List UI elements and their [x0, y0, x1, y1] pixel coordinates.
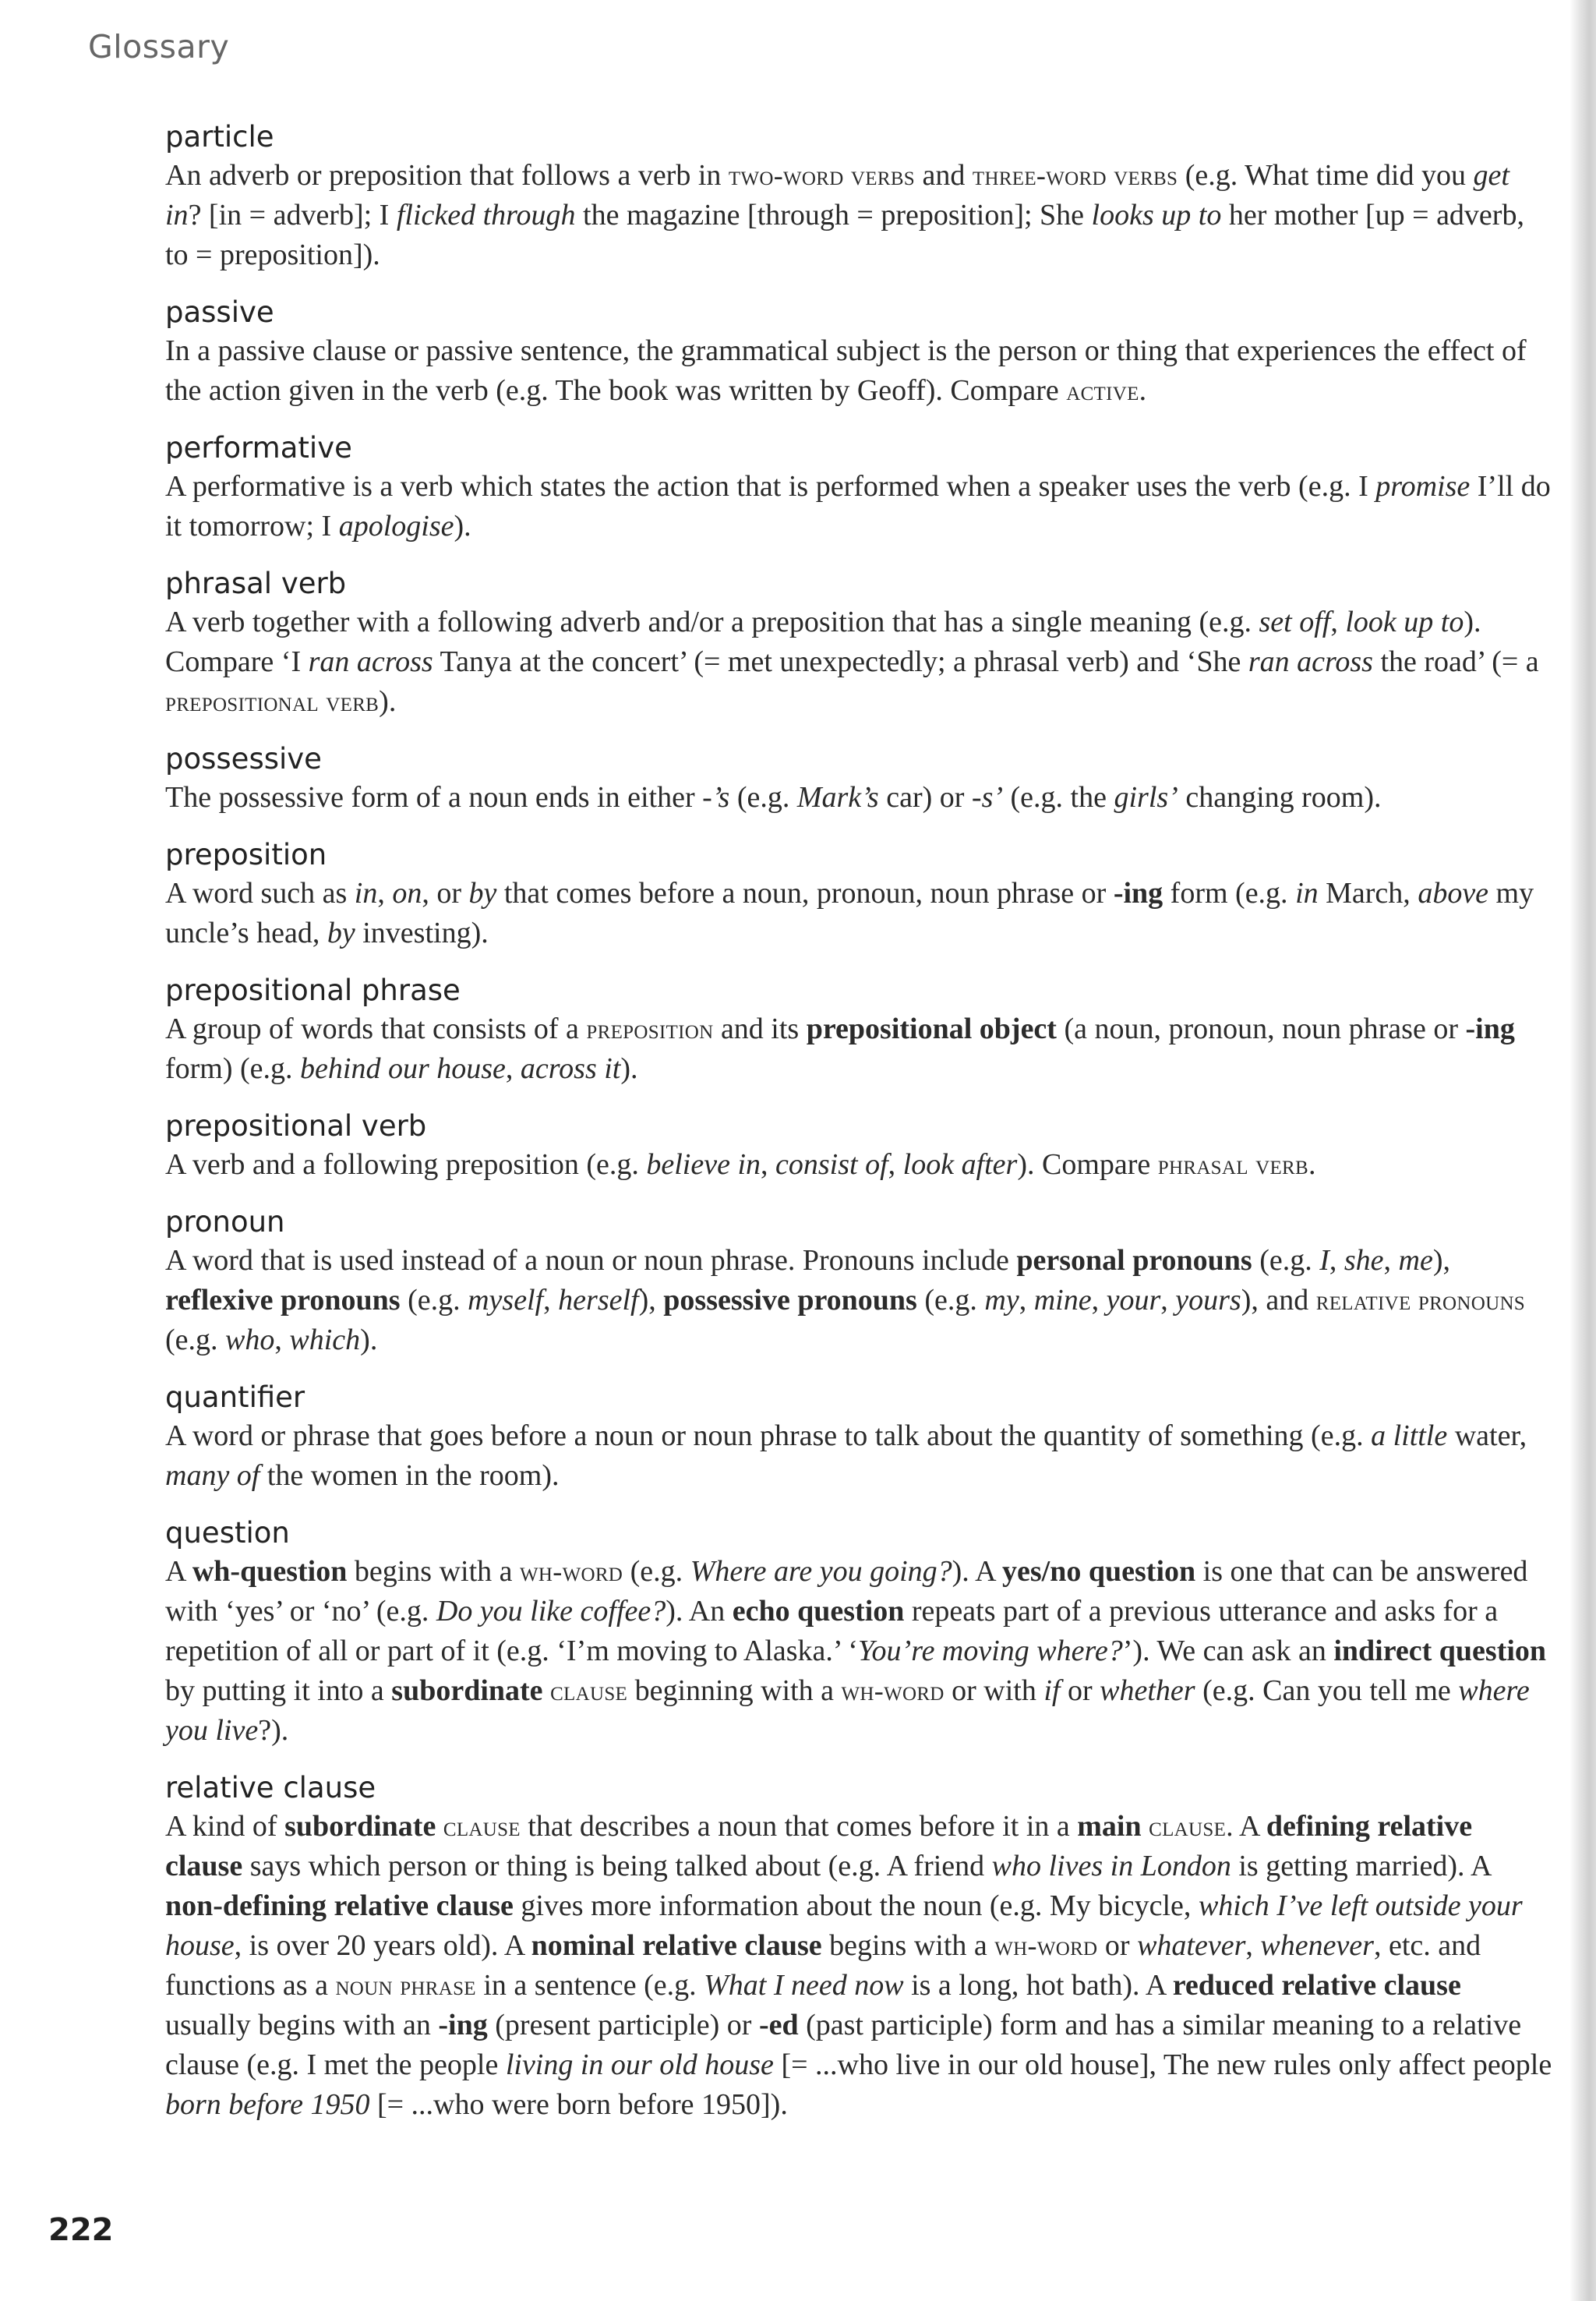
definition-text: form) (e.g.: [165, 1052, 301, 1085]
cross-reference: clause: [443, 1811, 521, 1842]
definition-text: and: [915, 159, 973, 192]
definition-text: form (e.g.: [1163, 877, 1296, 910]
definition-text: (a noun, pronoun, noun phrase or: [1056, 1013, 1466, 1045]
definition-text: A group of words that consists of a: [165, 1013, 587, 1045]
definition-text: ,: [1160, 1284, 1176, 1317]
definition-text: investing).: [355, 917, 489, 949]
definition-text: (past participle) form and has a similar meaning to a relative clause (e.g. I met the people: [165, 2009, 1522, 2081]
definition-text: A verb and a following preposition (e.g.: [165, 1148, 647, 1181]
definition-text: changing room).: [1178, 781, 1382, 814]
definition-text: , or: [422, 877, 469, 910]
definition-text: water,: [1447, 1419, 1527, 1452]
definition-text: (present participle) or: [487, 2009, 759, 2041]
glossary-entry: [165, 740, 1552, 818]
cross-reference: prepositional verb: [165, 686, 380, 717]
definition-text: .: [1139, 374, 1147, 407]
definition-text: ,: [1245, 1929, 1261, 1962]
definition-text: , is over 20 years old). A: [234, 1929, 531, 1962]
definition-text: ,: [1091, 1284, 1107, 1317]
definition-text: prepositional object: [806, 1013, 1057, 1045]
definition-text: ,: [377, 877, 393, 910]
definition-text: ).: [454, 510, 471, 543]
definition-text: [1142, 1810, 1149, 1843]
glossary-definition: [165, 156, 1552, 275]
definition-text: [= ...who live in our old house], The new rules only affect people: [773, 2048, 1552, 2081]
glossary-entry: [165, 118, 1552, 275]
definition-text: I’ll do it tomorrow; I: [165, 470, 1551, 543]
glossary-definition: [165, 1807, 1552, 2125]
definition-text: ,: [274, 1324, 290, 1356]
cross-reference: wh-word: [520, 1556, 623, 1587]
definition-text: , etc. and functions as a: [165, 1929, 1481, 2002]
page-number: 222: [48, 2212, 114, 2248]
definition-text: myself: [468, 1284, 544, 1317]
definition-text: (e.g.: [623, 1555, 690, 1588]
glossary-term: pronoun: [165, 1205, 285, 1239]
definition-text: possessive pronouns: [663, 1284, 917, 1317]
definition-text: ,: [1329, 1244, 1344, 1277]
cross-reference: wh-word: [994, 1930, 1098, 1961]
definition-text: above: [1418, 877, 1489, 910]
definition-text: I: [1319, 1244, 1329, 1277]
definition-text: by: [327, 917, 355, 949]
definition-text: get in: [165, 159, 1509, 232]
glossary-entry: [165, 565, 1552, 722]
definition-text: behind our house: [300, 1052, 506, 1085]
definition-text: by putting it into a: [165, 1674, 392, 1707]
definition-text: she: [1344, 1244, 1384, 1277]
glossary-term: relative clause: [165, 1771, 376, 1804]
definition-text: Tanya at the concert’ (= met unexpectedly; a phrasal verb) and ‘She: [433, 645, 1248, 678]
definition-text: A performative is a verb which states the action that is performed when a speaker uses the verb (e.g. I: [165, 470, 1376, 503]
cross-reference: relative pronouns: [1315, 1285, 1526, 1316]
glossary-definition: [165, 1241, 1552, 1360]
definition-text: ). An: [666, 1595, 733, 1628]
definition-text: ). Compare ‘I: [165, 606, 1481, 678]
definition-text: [543, 1674, 551, 1707]
definition-text: or: [1060, 1674, 1100, 1707]
definition-text: [= ...who were born before 1950]).: [369, 2088, 788, 2121]
definition-text: or with: [944, 1674, 1044, 1707]
cross-reference: clause: [1149, 1811, 1227, 1842]
definition-text: ).: [379, 685, 397, 718]
definition-text: ran across: [1248, 645, 1373, 678]
definition-text: non-defining relative clause: [165, 1889, 514, 1922]
definition-text: my: [984, 1284, 1019, 1317]
definition-text: whenever: [1260, 1929, 1374, 1962]
definition-text: (e.g. the: [1003, 781, 1114, 814]
cross-reference: noun phrase: [335, 1970, 476, 2001]
definition-text: (e.g.: [165, 1324, 226, 1356]
definition-text: apologise: [338, 510, 454, 543]
glossary-entry: [165, 1769, 1552, 2125]
glossary-entry: [165, 1204, 1552, 1360]
glossary-definition: [165, 467, 1552, 546]
definition-text: girls’: [1114, 781, 1178, 814]
definition-text: defining relative clause: [165, 1810, 1473, 1882]
definition-text: A verb together with a following adverb and/or a preposition that has a single meaning (e.g.: [165, 606, 1259, 638]
definition-text: ran across: [308, 645, 433, 678]
definition-text: where you live: [165, 1674, 1530, 1747]
glossary-definition: [165, 331, 1552, 411]
definition-text: ,: [1330, 606, 1346, 638]
definition-text: promise: [1375, 470, 1471, 503]
glossary-term: prepositional phrase: [165, 974, 461, 1007]
glossary-term: preposition: [165, 838, 327, 871]
definition-text: look up to: [1345, 606, 1464, 638]
definition-text: ’). We can ask an: [1122, 1635, 1334, 1667]
definition-text: says which person or thing is being talked about (e.g. A friend: [242, 1850, 992, 1882]
definition-text: begins with a: [347, 1555, 520, 1588]
definition-text: whether: [1100, 1674, 1195, 1707]
glossary-term: question: [165, 1516, 290, 1550]
definition-text: ), and: [1241, 1284, 1316, 1317]
definition-text: ),: [638, 1284, 664, 1317]
definition-text: gives more information about the noun (e.g. My bicycle,: [513, 1889, 1199, 1922]
definition-text: in: [1295, 877, 1319, 910]
definition-text: ,: [505, 1052, 521, 1085]
definition-text: living in our old house: [505, 2048, 774, 2081]
definition-text: ,: [1383, 1244, 1399, 1277]
glossary-entry: [165, 836, 1552, 953]
definition-text: believe in: [646, 1148, 761, 1181]
definition-text: set off: [1259, 606, 1331, 638]
definition-text: ).: [620, 1052, 638, 1085]
definition-text: reduced relative clause: [1172, 1969, 1461, 2002]
definition-text: (e.g.: [400, 1284, 468, 1317]
definition-text: is a long, hot bath). A: [903, 1969, 1173, 2002]
glossary-term: performative: [165, 431, 352, 465]
cross-reference: two-word verbs: [728, 160, 916, 191]
glossary-term: passive: [165, 295, 274, 329]
cross-reference: wh-word: [841, 1675, 945, 1706]
glossary-definition: [165, 778, 1552, 818]
definition-text: An adverb or preposition that follows a verb in: [165, 159, 729, 192]
glossary-definition: [165, 1009, 1552, 1089]
definition-text: Where are you going?: [690, 1555, 952, 1588]
glossary-definition: [165, 1552, 1552, 1751]
definition-text: personal pronouns: [1016, 1244, 1252, 1277]
definition-text: (e.g.: [1252, 1244, 1320, 1277]
definition-text: in: [354, 877, 378, 910]
definition-text: yes/no question: [1002, 1555, 1196, 1588]
definition-text: who: [225, 1324, 275, 1356]
glossary-definition: [165, 1416, 1552, 1496]
definition-text: which I’ve left outside your house: [165, 1889, 1523, 1962]
definition-text: (e.g.: [916, 1284, 985, 1317]
definition-text: yours: [1175, 1284, 1241, 1317]
glossary-entry: [165, 1108, 1552, 1185]
definition-text: her mother [up = adverb, to = preposition]).: [165, 199, 1524, 271]
definition-text: A word such as: [165, 877, 355, 910]
page-edge-shadow: [1570, 0, 1596, 2301]
definition-text: (e.g. Can you tell me: [1195, 1674, 1459, 1707]
definition-text: In a passive clause or passive sentence, the grammatical subject is the person or thing that experiences the effect of the action given in the verb (e.g. The book was written by Geoff). Compare: [165, 334, 1527, 407]
definition-text: You’re moving where?: [857, 1635, 1123, 1667]
definition-text: look after: [902, 1148, 1018, 1181]
definition-text: -ed: [758, 2009, 799, 2041]
definition-text: if: [1043, 1674, 1061, 1707]
definition-text: (e.g.: [729, 781, 797, 814]
definition-text: ,: [761, 1148, 776, 1181]
definition-text: is one that can be answered with ‘yes’ or ‘no’ (e.g.: [165, 1555, 1528, 1628]
definition-text: (e.g. What time did you: [1178, 159, 1474, 192]
definition-text: which: [289, 1324, 361, 1356]
definition-text: beginning with a: [627, 1674, 842, 1707]
definition-text: by: [468, 877, 497, 910]
definition-text: my uncle’s head,: [165, 877, 1534, 949]
definition-text: subordinate: [284, 1810, 436, 1843]
definition-text: and its: [713, 1013, 807, 1045]
definition-text: .: [1308, 1148, 1316, 1181]
definition-text: A word that is used instead of a noun or noun phrase. Pronouns include: [165, 1244, 1017, 1277]
definition-text: echo question: [732, 1595, 905, 1628]
definition-text: ).: [360, 1324, 378, 1356]
glossary-term: quantifier: [165, 1380, 305, 1414]
definition-text: A word or phrase that goes before a noun or noun phrase to talk about the quantity of something (e.g.: [165, 1419, 1372, 1452]
definition-text: the magazine [through = preposition]; She: [575, 199, 1092, 232]
definition-text: Do you like coffee?: [436, 1595, 666, 1628]
cross-reference: phrasal verb: [1157, 1149, 1309, 1180]
definition-text: . A: [1226, 1810, 1266, 1843]
definition-text: reflexive pronouns: [165, 1284, 401, 1317]
glossary-entry: [165, 972, 1552, 1089]
glossary-entry: [165, 1379, 1552, 1496]
definition-text: wh-question: [192, 1555, 348, 1588]
definition-text: ). A: [952, 1555, 1003, 1588]
definition-text: usually begins with an: [165, 2009, 439, 2041]
definition-text: is getting married). A: [1231, 1850, 1491, 1882]
definition-text: the road’ (= a: [1372, 645, 1539, 678]
glossary-entry: [165, 294, 1552, 411]
definition-text: consist of: [775, 1148, 888, 1181]
definition-text: or: [1097, 1929, 1138, 1962]
definition-text: ,: [888, 1148, 903, 1181]
definition-text: repeats part of a previous utterance and asks for a repetition of all or part of it (e.g. ‘I’m moving to Alaska.’ ‘: [165, 1595, 1499, 1667]
definition-text: ),: [1432, 1244, 1451, 1277]
definition-text: [436, 1810, 443, 1843]
definition-text: nominal relative clause: [531, 1929, 822, 1962]
definition-text: -s’: [971, 781, 1004, 814]
glossary-term: possessive: [165, 742, 322, 776]
glossary-definition: [165, 603, 1552, 722]
definition-text: mine: [1033, 1284, 1092, 1317]
definition-text: ? [in = adverb]; I: [188, 199, 397, 232]
definition-text: herself: [558, 1284, 639, 1317]
definition-text: -ing: [1113, 877, 1163, 910]
definition-text: -’s: [702, 781, 730, 814]
definition-text: your: [1106, 1284, 1161, 1317]
definition-text: that comes before a noun, pronoun, noun phrase or: [496, 877, 1114, 910]
definition-text: A: [165, 1555, 192, 1588]
definition-text: ?).: [258, 1714, 289, 1747]
definition-text: flicked through: [396, 199, 576, 232]
definition-text: me: [1398, 1244, 1433, 1277]
definition-text: many of: [165, 1459, 260, 1492]
definition-text: What I need now: [704, 1969, 904, 2002]
definition-text: across it: [520, 1052, 621, 1085]
definition-text: The possessive form of a noun ends in either: [165, 781, 703, 814]
definition-text: ). Compare: [1017, 1148, 1158, 1181]
definition-text: the women in the room).: [260, 1459, 560, 1492]
glossary-term: particle: [165, 120, 274, 154]
glossary-definition: [165, 1145, 1552, 1185]
definition-text: that describes a noun that comes before it in a: [520, 1810, 1078, 1843]
definition-text: on: [392, 877, 422, 910]
definition-text: whatever: [1137, 1929, 1246, 1962]
definition-text: a little: [1371, 1419, 1448, 1452]
definition-text: main: [1077, 1810, 1142, 1843]
definition-text: subordinate: [391, 1674, 543, 1707]
definition-text: born before 1950: [165, 2088, 370, 2121]
definition-text: A kind of: [165, 1810, 285, 1843]
glossary-entry: [165, 429, 1552, 546]
definition-text: ,: [543, 1284, 559, 1317]
glossary-term: prepositional verb: [165, 1109, 427, 1143]
definition-text: begins with a: [821, 1929, 995, 1962]
definition-text: -ing: [1465, 1013, 1515, 1045]
definition-text: indirect question: [1333, 1635, 1547, 1667]
definition-text: -ing: [438, 2009, 488, 2041]
glossary-list: [165, 118, 1552, 2144]
definition-text: ,: [1019, 1284, 1034, 1317]
definition-text: looks up to: [1091, 199, 1222, 232]
running-head: Glossary: [88, 28, 230, 65]
cross-reference: preposition: [586, 1013, 714, 1044]
cross-reference: active: [1066, 375, 1139, 406]
definition-text: car) or: [878, 781, 972, 814]
definition-text: who lives in London: [991, 1850, 1231, 1882]
glossary-definition: [165, 874, 1552, 953]
definition-text: March,: [1318, 877, 1418, 910]
definition-text: in a sentence (e.g.: [475, 1969, 704, 2002]
definition-text: Mark’s: [796, 781, 879, 814]
glossary-term: phrasal verb: [165, 567, 347, 600]
cross-reference: clause: [550, 1675, 628, 1706]
glossary-entry: [165, 1515, 1552, 1751]
cross-reference: three-word verbs: [972, 160, 1178, 191]
